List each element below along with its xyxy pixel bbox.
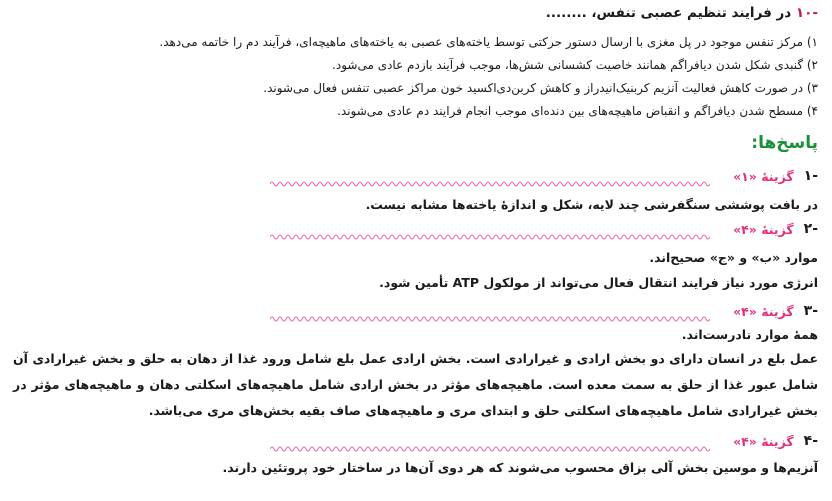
answer-1-line-1: در بافت پوششی سنگفرشی چند لایه، شکل و اندازهٔ یاخته‌ها مشابه نیست. — [365, 197, 818, 212]
answer-2-header — [733, 218, 818, 240]
answer-2-line-2: انرژی مورد نیاز فرایند انتقال فعال می‌تواند از مولکول ATP تأمین شود. — [379, 275, 818, 290]
option-1: ۱) مرکز تنفس موجود در پل مغزی با ارسال دستور حرکتی توسط یاخته‌های عصبی به یاخته‌های ماهیچه‌ای، فرآیند دم را خاتمه می‌دهد. — [159, 35, 818, 49]
question-options — [13, 31, 818, 123]
answer-4-header — [733, 430, 818, 452]
answer-3-number: -۳ — [803, 303, 818, 319]
answer-1-number: -۱ — [803, 168, 818, 184]
answer-4-option: گزینهٔ «۴» — [733, 433, 794, 449]
answer-3-wavy-divider — [270, 315, 710, 323]
answer-1-option: گزینهٔ «۱» — [733, 168, 794, 184]
answer-4-wavy-divider — [270, 445, 710, 453]
answer-2-wavy-divider — [270, 233, 710, 241]
question-number: -۱۰ — [795, 5, 818, 21]
answer-1-wavy-divider — [270, 180, 710, 188]
answer-3-header — [733, 300, 818, 322]
option-3: ۳) در صورت کاهش فعالیت آنزیم کربنیک‌انیدراز و کاهش کربن‌دی‌اکسید خون مراکز عصبی تنفس فعال می‌شوند. — [263, 81, 818, 95]
answer-3-option: گزینهٔ «۴» — [733, 303, 794, 319]
answers-heading: پاسخ‌ها: — [751, 133, 818, 153]
answer-4-number: -۴ — [803, 433, 818, 449]
answer-2-option: گزینهٔ «۴» — [733, 221, 794, 237]
answer-2-number: -۲ — [803, 221, 818, 237]
question-title-line — [546, 5, 818, 21]
answer-2-line-1: موارد «ب» و «ج» صحیح‌اند. — [649, 250, 818, 265]
answer-3-line-1: همهٔ موارد نادرست‌اند. — [681, 327, 818, 342]
answer-4-line-1: آنزیم‌ها و موسین بخش آلی بزاق محسوب می‌شوند که هر دوی آن‌ها در ساختار خود پروتئین دارند. — [222, 460, 818, 475]
option-4: ۴) مسطح شدن دیافراگم و انقباض ماهیچه‌های بین دنده‌ای موجب انجام فرایند دم عادی می‌شوند. — [337, 104, 818, 118]
question-title: در فرایند تنظیم عصبی تنفس، ........ — [545, 5, 792, 21]
answer-1-header — [733, 165, 818, 187]
answer-3-paragraph: عمل بلع در انسان دارای دو بخش ارادی و غیرارادی است. بخش ارادی عمل بلع شامل ورود غذا از دهان به حلق و بخش غیرارادی آن شامل عبور غذا از حلق به سمت معده است. ماهیچه‌های مؤثر در بخش ارادی شامل ماهیچه‌های اسکلتی دهان و ماهیچه‌های مؤثر در بخش غیرارادی شامل ماهیچه‌های اسکلتی حلق و ابتدای مری و ماهیچه‌های صاف بقیه بخش‌های مری می‌باشد. — [13, 351, 818, 418]
option-2: ۲) گنبدی شکل شدن دیافراگم همانند خاصیت کشسانی شش‌ها، موجب فرآیند بازدم عادی می‌شود. — [332, 58, 818, 72]
